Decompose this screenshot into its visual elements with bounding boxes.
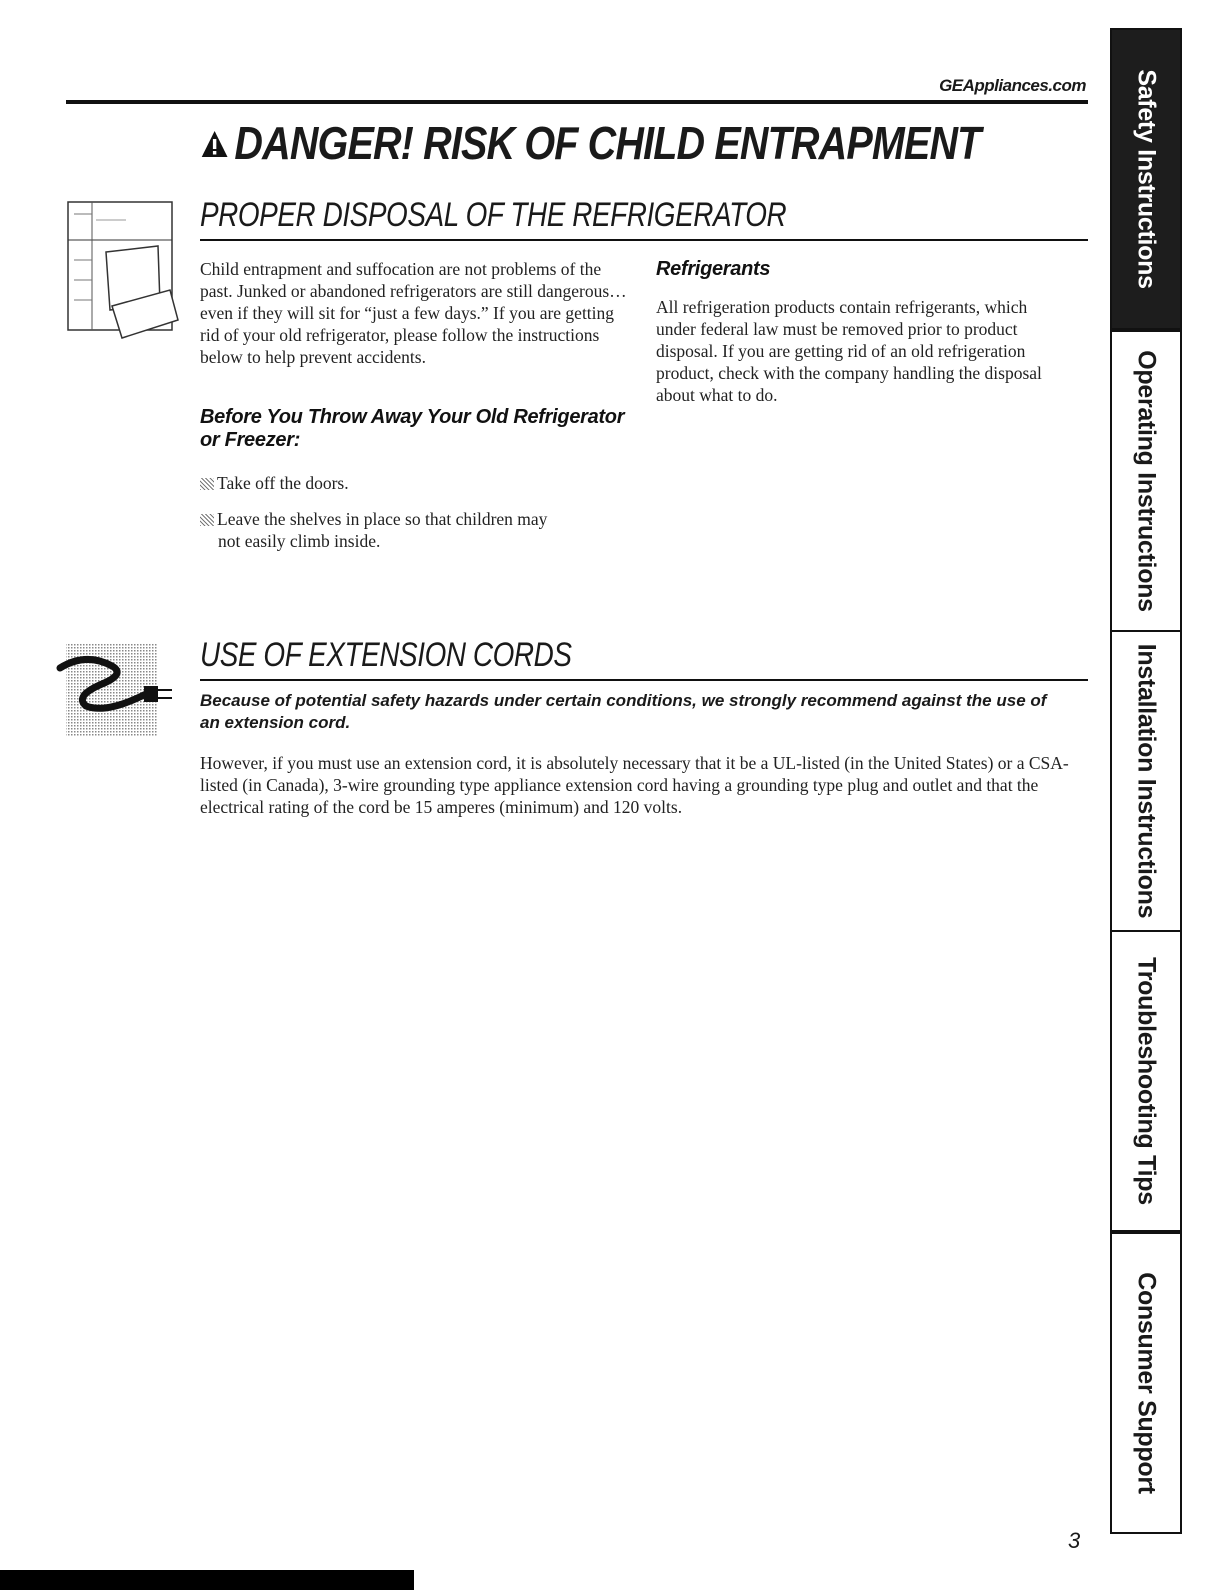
danger-title-text: DANGER! RISK OF CHILD ENTRAPMENT xyxy=(234,117,981,169)
tab-label: Troubleshooting Tips xyxy=(1132,957,1161,1205)
tab-label: Operating Instructions xyxy=(1132,350,1161,612)
bullet-icon xyxy=(200,514,214,526)
bullet-text: Leave the shelves in place so that children may xyxy=(217,509,548,529)
page-number: 3 xyxy=(1068,1528,1081,1553)
danger-title xyxy=(200,116,980,170)
bullet-item xyxy=(200,508,547,530)
before-heading-line1: Before You Throw Away Your Old Refrigerator xyxy=(200,406,625,428)
tab-label: Safety Instructions xyxy=(1132,69,1161,289)
extension-text: However, if you must use an extension cord, it is absolutely necessary that it be a UL-listed (in the United States) or a CSA-listed (in Canada), 3-wire grounding type appliance extension cord having a grounding type plug and outlet and that the electrical rating of the cord be 15 amperes (minimum) and 120 volts. xyxy=(200,753,1069,817)
disposal-heading: PROPER DISPOSAL OF THE REFRIGERATOR xyxy=(200,196,787,234)
extension-rule xyxy=(200,679,1088,681)
tab-label: Installation Instructions xyxy=(1132,643,1161,919)
tab-label: Consumer Support xyxy=(1132,1272,1161,1494)
tab-troubleshooting-tips[interactable] xyxy=(1110,930,1182,1232)
tab-installation-instructions[interactable] xyxy=(1110,630,1182,932)
disposal-intro: Child entrapment and suffocation are not problems of the past. Junked or abandoned refrigerators are still dangerous…even if they will sit for “just a few days.” If you are getting rid of your old refrigerator, please follow the instructions below to help prevent accidents. xyxy=(200,259,627,367)
bullet-text: Take off the doors. xyxy=(217,473,349,493)
bullet-item xyxy=(200,472,349,494)
tab-safety-instructions[interactable] xyxy=(1110,28,1182,330)
bullet-icon xyxy=(200,478,214,490)
extension-warning: Because of potential safety hazards under certain conditions, we strongly recommend against the use of an extension cord. xyxy=(200,691,1047,732)
refrigerants-text: All refrigeration products contain refrigerants, which under federal law must be removed prior to product disposal. If you are getting rid of an old refrigeration product, check with the company handling the disposal about what to do. xyxy=(656,297,1042,405)
tab-consumer-support[interactable] xyxy=(1110,1232,1182,1534)
extension-heading: USE OF EXTENSION CORDS xyxy=(200,636,572,674)
refrigerants-heading: Refrigerants xyxy=(656,258,771,280)
warning-triangle-icon xyxy=(200,116,229,170)
website-url: GEAppliances.com xyxy=(939,76,1086,95)
extension-cord-illustration xyxy=(56,644,176,741)
disposal-rule xyxy=(200,239,1088,241)
bullet-continuation: not easily climb inside. xyxy=(218,531,381,551)
refrigerator-illustration xyxy=(66,200,186,345)
before-heading xyxy=(200,406,640,452)
tab-operating-instructions[interactable] xyxy=(1110,330,1182,632)
header-rule xyxy=(66,100,1088,104)
before-heading-line2: or Freezer: xyxy=(200,429,301,451)
bottom-bar xyxy=(0,1570,414,1590)
